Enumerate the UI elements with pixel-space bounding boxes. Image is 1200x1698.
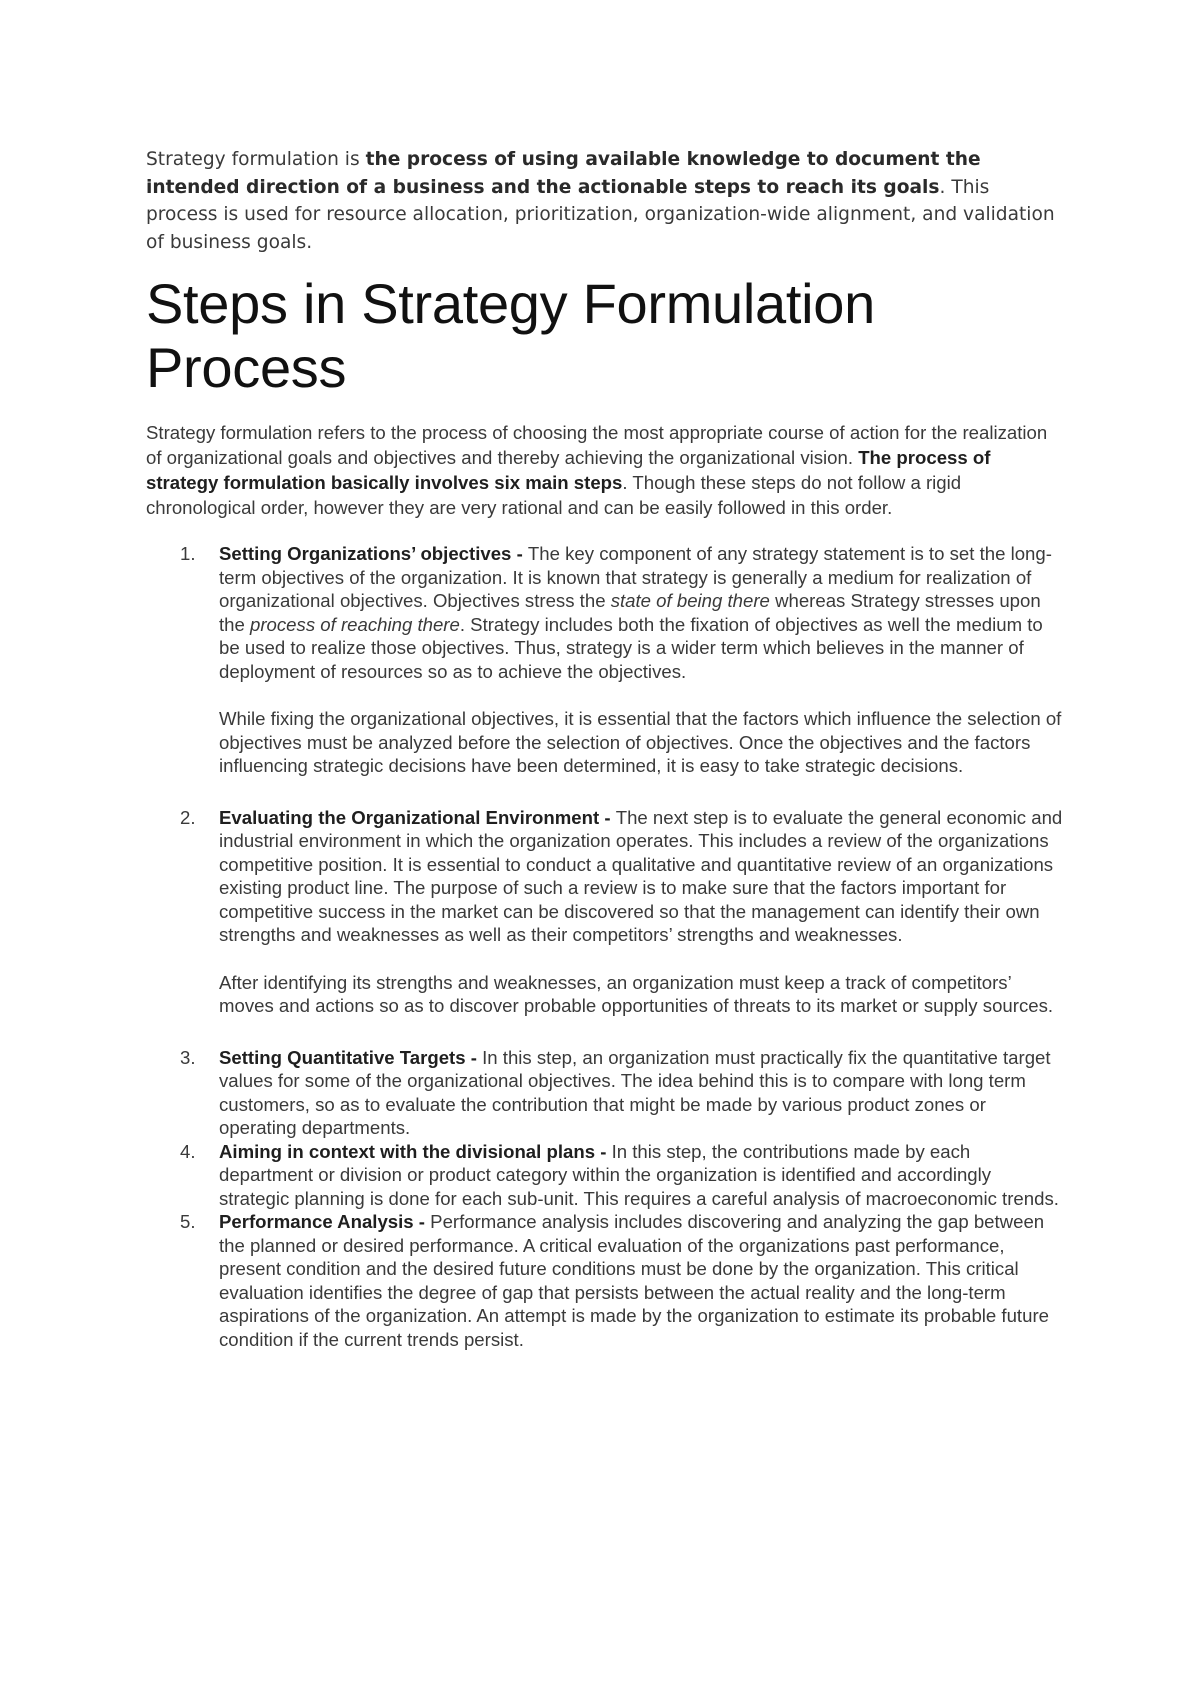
step-italic: process of reaching there <box>250 613 460 635</box>
step-text: Performance analysis includes discovering and analyzing the gap between the planned or desired performance. A critical evaluation of the organizations past performance, present condition and the desired future conditions must be done by the organization. This critical evaluation identifies the degree of gap that persists between the actual reality and the long-term aspirations of the organization. An attempt is made by the organization to estimate its probable future condition if the current trends persist. <box>219 1211 1049 1350</box>
list-item <box>146 806 1066 1018</box>
intro-lead: Strategy formulation is <box>146 149 366 170</box>
document-page <box>146 146 1066 1351</box>
step-text: . Strategy includes both the fixation of objectives as well the medium to be used to realize those objectives. Thus, strategy is a wider term which believes in the manner of deployment of resources so as to achieve the objectives. <box>219 613 1043 682</box>
step-body <box>219 806 1066 947</box>
step-text: The next step is to evaluate the general economic and industrial environment in which the organization operates. This includes a review of the organizations competitive position. It is essential to conduct a qualitative and quantitative review of an organizations existing product line. The purpose of such a review is to make sure that the factors important for competitive success in the market can be discovered so that the management can identify their own strengths and weaknesses as well as their competitors’ strengths and weaknesses. <box>219 806 1063 945</box>
step-italic: state of being there <box>610 590 770 611</box>
intro-tail: . This process is used for resource allocation, prioritization, organization-wide alignment, and validation of business goals. <box>146 176 1055 253</box>
list-number: 2. <box>180 806 196 828</box>
steps-list <box>146 542 1066 1351</box>
step-title: Performance Analysis - <box>219 1211 431 1232</box>
overview-paragraph <box>146 420 1066 520</box>
list-number: 5. <box>180 1211 196 1232</box>
section-heading: Steps in Strategy Formulation Process <box>146 272 875 399</box>
step-body <box>219 1140 1066 1211</box>
step-title: Aiming in context with the divisional plans - <box>219 1140 612 1162</box>
list-number: 4. <box>180 1140 196 1162</box>
step-body <box>219 1210 1066 1351</box>
step-title: Evaluating the Organizational Environment - <box>219 806 616 828</box>
step-text: The key component of any strategy statement is to set the long-term objectives of the organization. It is known that strategy is generally a medium for realization of organizational objectives. Objectives stress the <box>219 543 1052 611</box>
step-title: Setting Organizations’ objectives - <box>219 543 528 564</box>
overview-lead: Strategy formulation refers to the process of choosing the most appropriate course of action for the realization of organizational goals and objectives and thereby achieving the organizational vision. <box>146 422 1048 468</box>
step-title: Setting Quantitative Targets - <box>219 1046 483 1068</box>
step-sub-paragraph: After identifying its strengths and weaknesses, an organization must keep a track of competitors’ moves and actions so as to discover probable opportunities of threats to its market or supply sources. <box>219 971 1054 1016</box>
list-item <box>146 1140 1066 1211</box>
list-item <box>146 542 1066 778</box>
step-text: In this step, the contributions made by each department or division or product category within the organization is identified and accordingly strategic planning is done for each sub-unit. This requires a careful analysis of macroeconomic trends. <box>219 1140 1059 1209</box>
step-body <box>219 1046 1066 1140</box>
intro-bold: the process of using available knowledge to document the intended direction of a business and the actionable steps to reach its goals <box>146 149 981 198</box>
overview-bold: The process of strategy formulation basically involves six main steps <box>146 447 991 493</box>
step-sub-paragraph: While fixing the organizational objectives, it is essential that the factors which influence the selection of objectives must be analyzed before the selection of objectives. Once the objectives and the factors influencing strategic decisions have been determined, it is easy to take strategic decisions. <box>219 708 1062 776</box>
step-text: In this step, an organization must practically fix the quantitative target values for some of the organizational objectives. The idea behind this is to compare with long term customers, so as to evaluate the contribution that might be made by various product zones or operating departments. <box>219 1046 1051 1138</box>
step-body <box>219 542 1066 683</box>
list-item <box>146 1210 1066 1351</box>
list-item <box>146 1046 1066 1140</box>
overview-tail: . Though these steps do not follow a rigid chronological order, however they are very rational and can be easily followed in this order. <box>146 472 962 518</box>
step-text: whereas Strategy stresses upon the <box>219 590 1041 635</box>
intro-paragraph <box>146 146 1066 256</box>
list-number: 3. <box>180 1046 196 1068</box>
list-number: 1. <box>180 543 196 564</box>
